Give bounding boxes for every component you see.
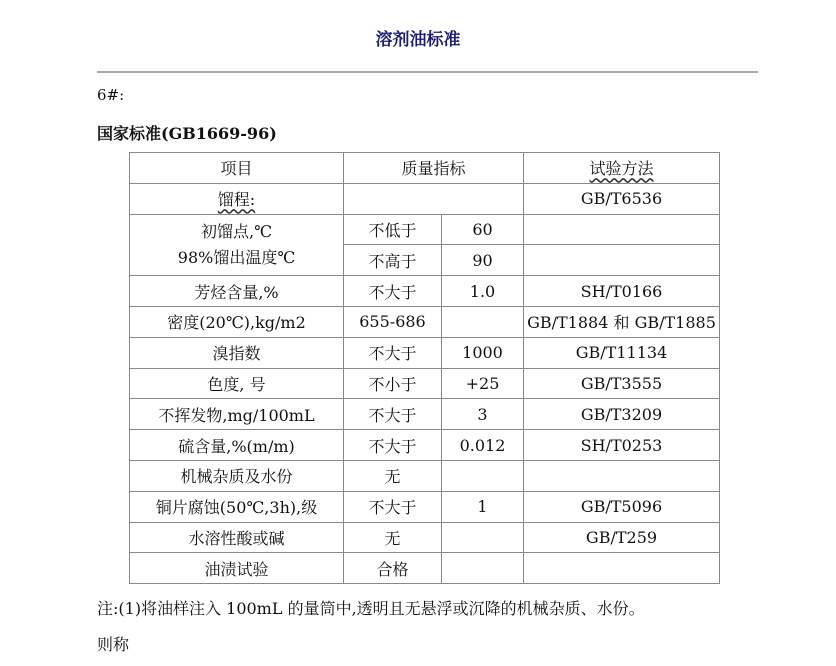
value-cell <box>442 306 524 337</box>
cond-cell: 不大于 <box>344 337 442 368</box>
item-cell: 密度(20℃),kg/m2 <box>130 306 344 337</box>
item-cell: 油渍试验 <box>130 553 344 584</box>
header-test-method <box>524 153 720 184</box>
value-cell <box>442 460 524 491</box>
item-cell: 机械杂质及水份 <box>130 460 344 491</box>
cond-cell: 不小于 <box>344 368 442 399</box>
item-cell: 不挥发物,mg/100mL <box>130 399 344 430</box>
method-cell: GB/T259 <box>524 522 720 553</box>
table-header-row <box>130 153 720 184</box>
method-cell: SH/T0166 <box>524 276 720 307</box>
item-cell: 溴指数 <box>130 337 344 368</box>
value-cell: 1000 <box>442 337 524 368</box>
cond-cell: 不大于 <box>344 430 442 461</box>
header-test-method-text: 试验方法 <box>589 159 654 179</box>
divider-line <box>97 71 758 73</box>
item-cell: 色度, 号 <box>130 368 344 399</box>
method-cell <box>524 460 720 491</box>
method-cell: GB/T3209 <box>524 399 720 430</box>
header-quality-index: 质量指标 <box>344 153 524 184</box>
item-cell: 铜片腐蚀(50℃,3h),级 <box>130 491 344 522</box>
cond-cell: 不低于 <box>344 214 442 245</box>
cond-cell: 不高于 <box>344 245 442 276</box>
method-cell: GB/T11134 <box>524 337 720 368</box>
document-title: 溶剂油标准 <box>375 30 461 50</box>
cond-cell: 不大于 <box>344 276 442 307</box>
table-row <box>130 183 720 214</box>
ibp-label: 初馏点,℃ <box>201 221 272 241</box>
cond-cell: 655-686 <box>344 306 442 337</box>
cond-cell: 无 <box>344 522 442 553</box>
value-cell: 1 <box>442 491 524 522</box>
table-row <box>130 368 720 399</box>
distillation-label-cell <box>130 183 344 214</box>
table-row <box>130 522 720 553</box>
distillation-spec-cell <box>344 183 524 214</box>
method-cell <box>524 245 720 276</box>
method-cell: GB/T1884 和 GB/T1885 <box>524 306 720 337</box>
table-row <box>130 276 720 307</box>
recovery-temp-label: 98%馏出温度℃ <box>177 247 296 267</box>
item-cell: 水溶性酸或碱 <box>130 522 344 553</box>
footnote-continued: 则称 <box>97 635 130 654</box>
table-row <box>130 430 720 461</box>
value-cell <box>442 553 524 584</box>
method-cell: GB/T5096 <box>524 491 720 522</box>
table-row <box>130 491 720 522</box>
value-cell: +25 <box>442 368 524 399</box>
value-cell: 1.0 <box>442 276 524 307</box>
distillation-label: 馏程: <box>217 190 256 210</box>
method-cell: SH/T0253 <box>524 430 720 461</box>
cond-cell: 合格 <box>344 553 442 584</box>
spec-table <box>129 152 720 584</box>
value-cell <box>442 522 524 553</box>
value-cell: 3 <box>442 399 524 430</box>
item-cell: 芳烃含量,% <box>130 276 344 307</box>
cond-cell: 不大于 <box>344 399 442 430</box>
value-cell: 0.012 <box>442 430 524 461</box>
table-row <box>130 306 720 337</box>
distillation-method: GB/T6536 <box>524 183 720 214</box>
table-row <box>130 553 720 584</box>
method-cell <box>524 553 720 584</box>
footnote: 注:(1)将油样注入 100mL 的量筒中,透明且无悬浮或沉降的机械杂质、水份。 <box>97 599 645 618</box>
method-cell: GB/T3555 <box>524 368 720 399</box>
table-row <box>130 337 720 368</box>
method-cell <box>524 214 720 245</box>
standard-heading: 国家标准(GB1669-96) <box>97 124 277 143</box>
header-item: 项目 <box>130 153 344 184</box>
distillation-items-cell <box>130 214 344 276</box>
item-cell: 硫含量,%(m/m) <box>130 430 344 461</box>
value-cell: 60 <box>442 214 524 245</box>
table-row <box>130 399 720 430</box>
cond-cell: 不大于 <box>344 491 442 522</box>
table-row <box>130 214 720 245</box>
table-row <box>130 460 720 491</box>
value-cell: 90 <box>442 245 524 276</box>
grade-label: 6#: <box>97 86 125 104</box>
cond-cell: 无 <box>344 460 442 491</box>
